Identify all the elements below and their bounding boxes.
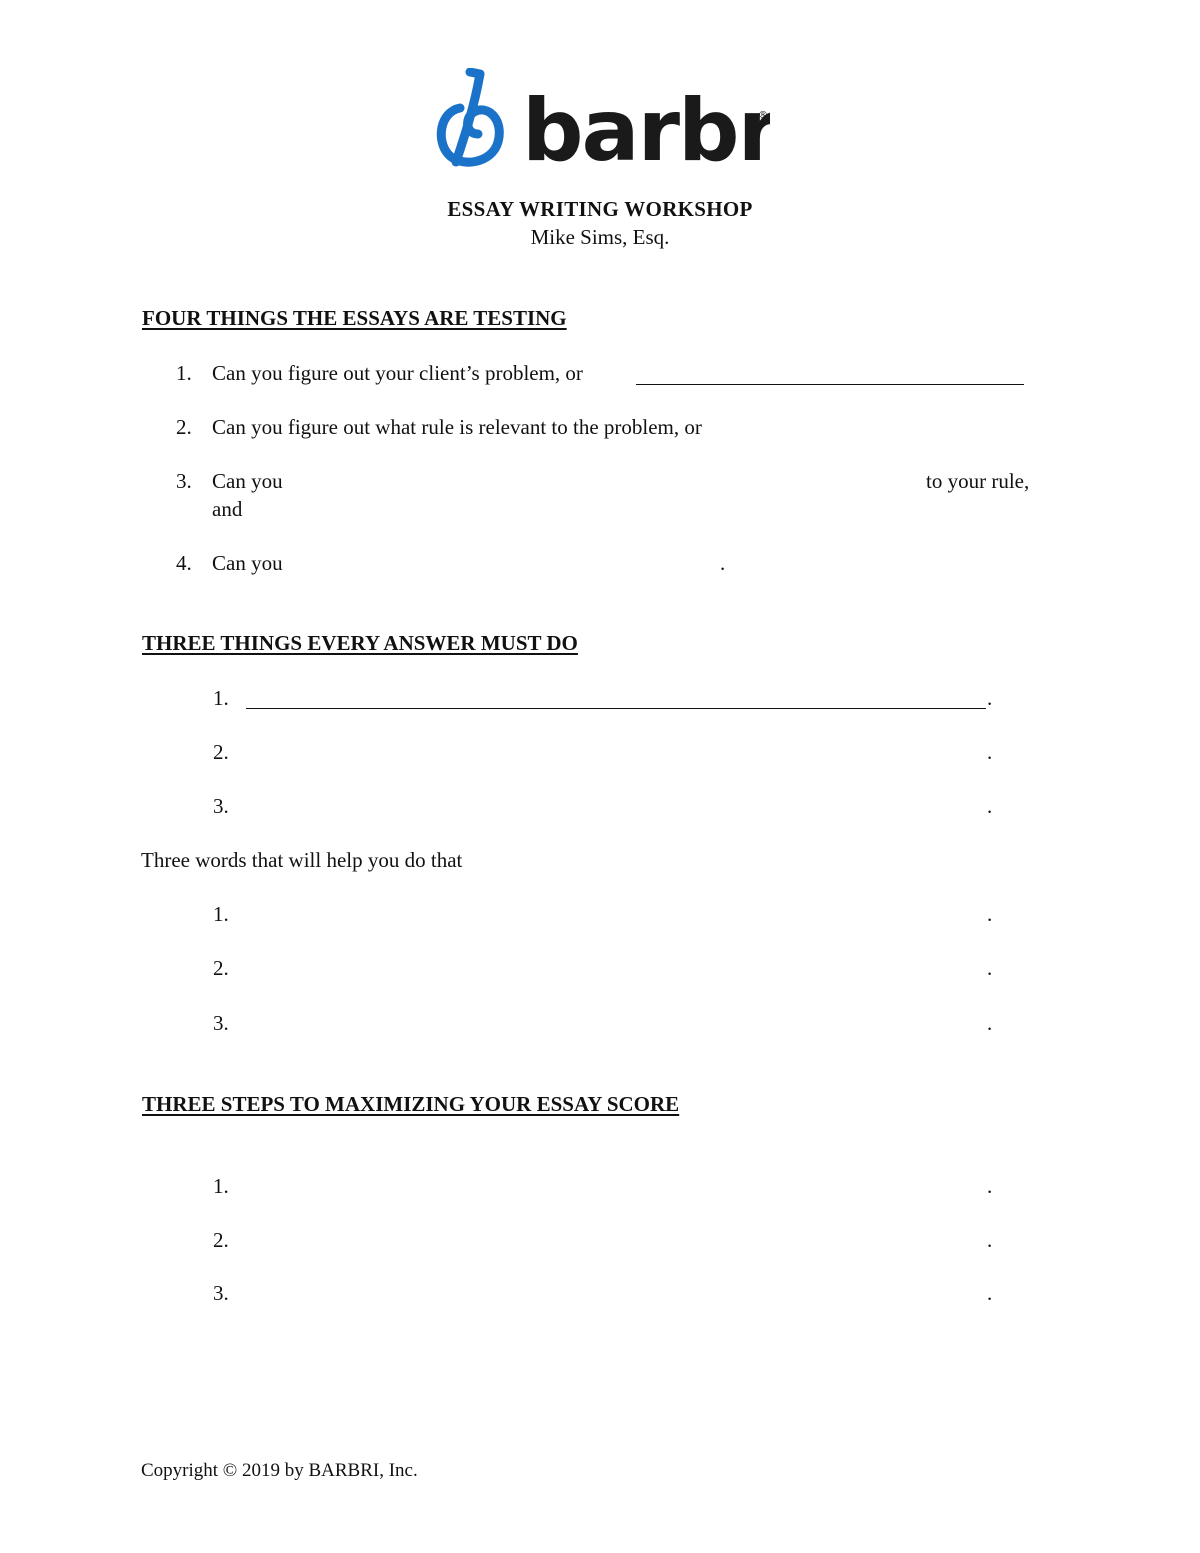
list-end-period: . bbox=[987, 686, 993, 710]
list-number: 2. bbox=[176, 415, 192, 439]
list-end-period: . bbox=[987, 956, 993, 980]
list-number: 2. bbox=[213, 740, 229, 764]
list-number: 1. bbox=[213, 686, 229, 710]
section-heading-answer: THREE THINGS EVERY ANSWER MUST DO bbox=[142, 631, 578, 655]
section-heading-testing: FOUR THINGS THE ESSAYS ARE TESTING bbox=[142, 306, 567, 330]
author-name: Mike Sims, Esq. bbox=[530, 225, 670, 249]
list-number: 3. bbox=[213, 1011, 229, 1035]
subheading-three-words: Three words that will help you do that bbox=[141, 848, 463, 872]
list-end-period: . bbox=[987, 1011, 993, 1035]
list-end-period: . bbox=[987, 740, 993, 764]
list-end-period: . bbox=[987, 1228, 993, 1252]
list-number: 2. bbox=[213, 1228, 229, 1252]
document-title: ESSAY WRITING WORKSHOP bbox=[447, 197, 753, 221]
list-end-period: . bbox=[987, 1281, 993, 1305]
fill-in-blank bbox=[636, 384, 1024, 385]
list-number: 1. bbox=[213, 902, 229, 926]
list-item-tail: . bbox=[720, 551, 726, 575]
list-item-text: Can you figure out your client’s problem, or bbox=[212, 361, 583, 385]
list-item-continuation: and bbox=[212, 497, 243, 521]
list-number: 3. bbox=[213, 794, 229, 818]
list-number: 3. bbox=[176, 469, 192, 493]
list-item-text: Can you bbox=[212, 469, 283, 493]
barbri-wordmark: barbr bbox=[522, 81, 770, 170]
list-number: 2. bbox=[213, 956, 229, 980]
copyright-footer: Copyright © 2019 by BARBRI, Inc. bbox=[141, 1460, 418, 1481]
barbri-b-icon bbox=[434, 68, 770, 170]
barbri-logo bbox=[434, 68, 770, 170]
list-number: 1. bbox=[213, 1174, 229, 1198]
list-end-period: . bbox=[987, 1174, 993, 1198]
list-end-period: . bbox=[987, 902, 993, 926]
list-item-text: Can you bbox=[212, 551, 283, 575]
list-number: 1. bbox=[176, 361, 192, 385]
fill-in-blank bbox=[246, 708, 986, 709]
list-item-text: Can you figure out what rule is relevant to the problem, or bbox=[212, 415, 702, 439]
list-number: 3. bbox=[213, 1281, 229, 1305]
section-heading-steps: THREE STEPS TO MAXIMIZING YOUR ESSAY SCORE bbox=[142, 1092, 680, 1116]
registered-mark: ® bbox=[758, 110, 768, 121]
list-end-period: . bbox=[987, 794, 993, 818]
list-item-tail: to your rule, bbox=[926, 469, 1030, 493]
list-number: 4. bbox=[176, 551, 192, 575]
